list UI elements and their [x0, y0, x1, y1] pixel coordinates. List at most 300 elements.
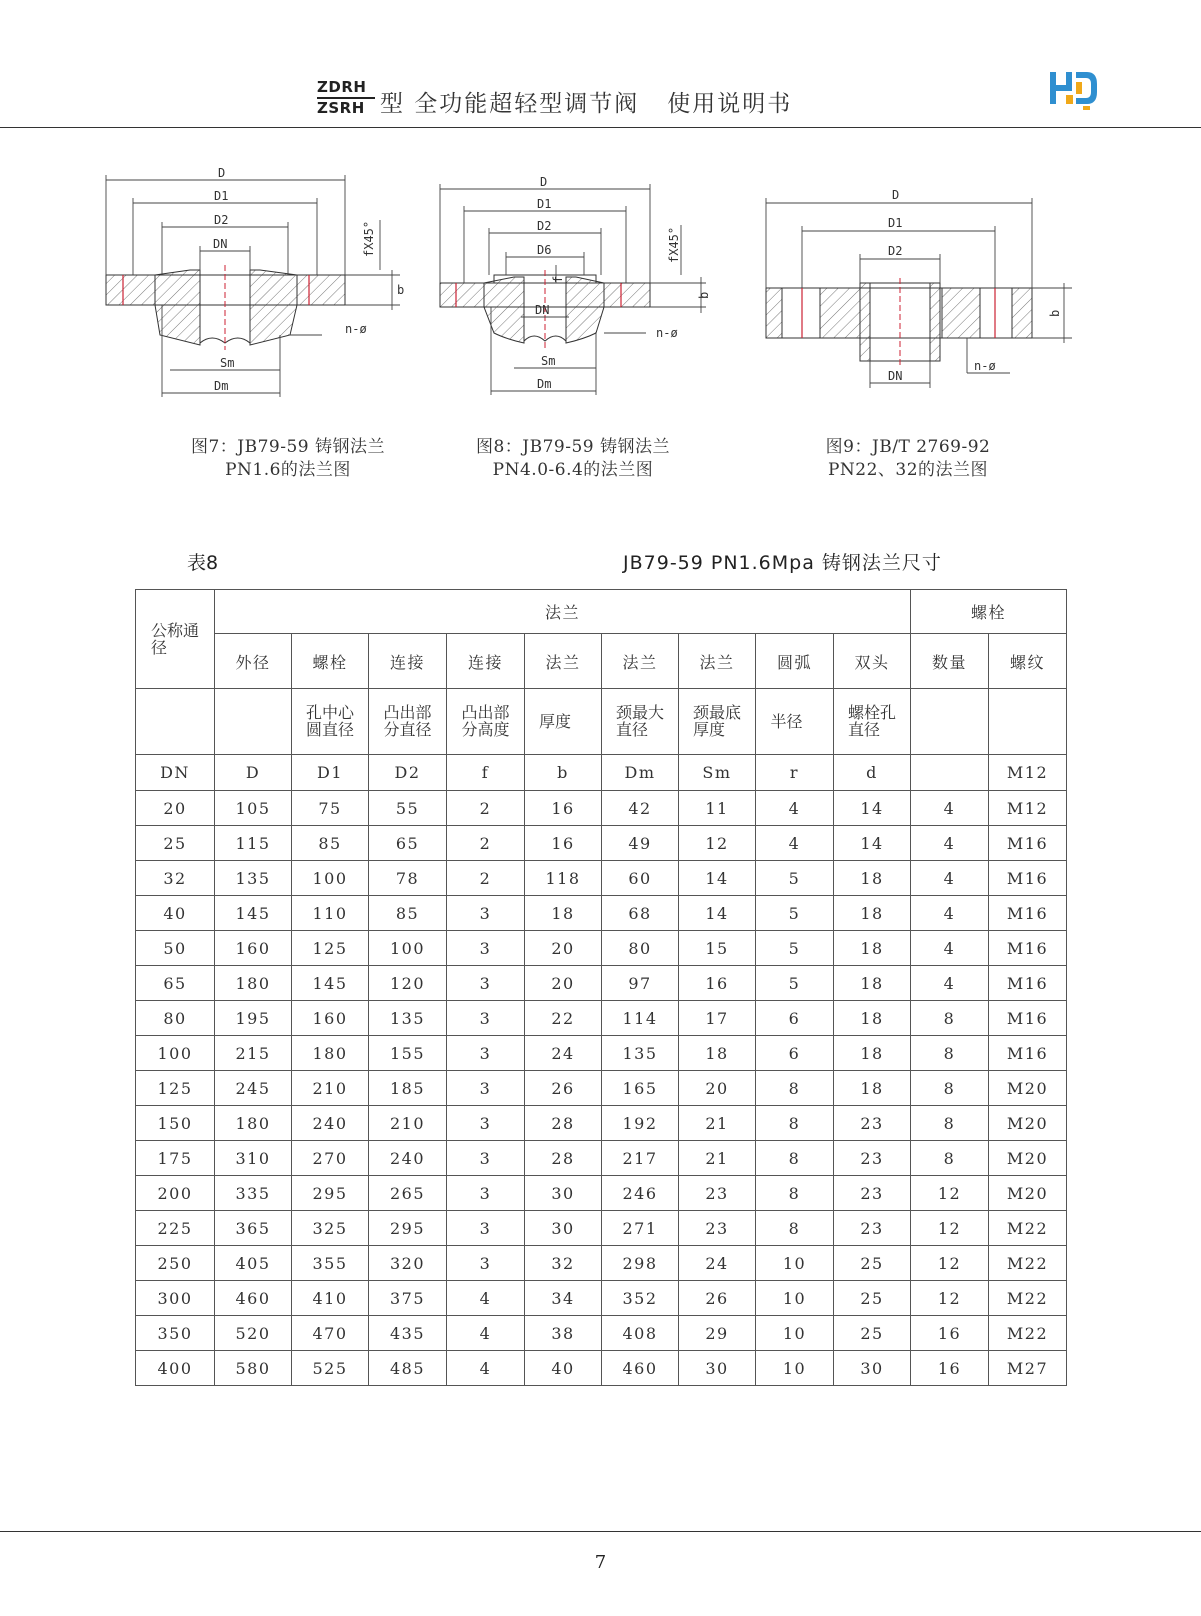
table-cell: M16 — [989, 1036, 1067, 1071]
table-cell: 10 — [756, 1246, 834, 1281]
table-cell: 20 — [679, 1071, 756, 1106]
table-row — [136, 966, 1067, 1001]
row-dn-cell: 125 — [136, 1071, 215, 1106]
table-cell: 8 — [911, 1106, 989, 1141]
table-cell: 4 — [911, 861, 989, 896]
row-dn-cell: 350 — [136, 1316, 215, 1351]
table-cell: 165 — [602, 1071, 679, 1106]
header2-cell — [447, 689, 525, 755]
table-cell: 118 — [525, 861, 602, 896]
table-cell: 352 — [602, 1281, 679, 1316]
table-cell: 42 — [602, 791, 679, 826]
table-cell: 38 — [525, 1316, 602, 1351]
table-cell: M16 — [989, 966, 1067, 1001]
table-cell: 325 — [292, 1211, 369, 1246]
table-cell: 23 — [834, 1106, 911, 1141]
table-cell: M12 — [989, 791, 1067, 826]
table-cell: 40 — [525, 1351, 602, 1386]
table-cell: 16 — [911, 1351, 989, 1386]
table-cell: 135 — [215, 861, 292, 896]
table-cell: 355 — [292, 1246, 369, 1281]
table-cell: 28 — [525, 1141, 602, 1176]
table-row — [136, 1351, 1067, 1386]
table-cell: 6 — [756, 1036, 834, 1071]
table-cell: 298 — [602, 1246, 679, 1281]
brand-code-zdrh: ZDRH — [317, 79, 375, 99]
table-cell: 80 — [602, 931, 679, 966]
fig8-dim-sm: Sm — [541, 354, 556, 368]
row-dn-cell: 65 — [136, 966, 215, 1001]
table-cell: 271 — [602, 1211, 679, 1246]
table-cell: 3 — [447, 1071, 525, 1106]
table-cell: 410 — [292, 1281, 369, 1316]
table-cell: 8 — [756, 1176, 834, 1211]
table-cell: 3 — [447, 1211, 525, 1246]
table-cell: 97 — [602, 966, 679, 1001]
fig7-dim-dm: Dm — [214, 379, 229, 393]
table-cell: 8 — [911, 1141, 989, 1176]
table-cell: 8 — [911, 1036, 989, 1071]
header1-cell: 双头 — [834, 634, 911, 689]
table-title: JB79-59 PN1.6Mpa 铸钢法兰尺寸 — [623, 552, 942, 574]
table-cell: 75 — [292, 791, 369, 826]
table-cell: 12 — [911, 1211, 989, 1246]
table-cell: 16 — [911, 1316, 989, 1351]
symbol-cell: D — [215, 755, 292, 791]
header1-cell: 法兰 — [679, 634, 756, 689]
table-cell: 3 — [447, 1246, 525, 1281]
table-cell: 135 — [369, 1001, 447, 1036]
table-cell: 49 — [602, 826, 679, 861]
table-cell: 4 — [911, 826, 989, 861]
table-cell: 18 — [834, 1001, 911, 1036]
table-group-header-row — [136, 590, 1067, 634]
row-dn-cell: 80 — [136, 1001, 215, 1036]
fig7-dim-d1: D1 — [214, 189, 229, 203]
brand-model-codes — [317, 79, 375, 117]
table-label: 表8 — [187, 552, 219, 574]
group-header-flange: 法兰 — [215, 590, 911, 634]
table-cell: 110 — [292, 896, 369, 931]
table-row — [136, 931, 1067, 966]
table-cell: 470 — [292, 1316, 369, 1351]
table-cell: 180 — [215, 1106, 292, 1141]
header2-cell-text: 孔中心圆直径 — [306, 703, 355, 739]
table-cell: 14 — [679, 896, 756, 931]
table-header-row-1 — [136, 634, 1067, 689]
table-cell: 4 — [447, 1316, 525, 1351]
table-cell: 4 — [756, 791, 834, 826]
table-cell: 4 — [447, 1351, 525, 1386]
row-dn-cell: 32 — [136, 861, 215, 896]
row-dn-cell: 20 — [136, 791, 215, 826]
table-cell: 25 — [834, 1281, 911, 1316]
table-cell: 78 — [369, 861, 447, 896]
table-row — [136, 861, 1067, 896]
table-cell: 85 — [369, 896, 447, 931]
table-cell: M22 — [989, 1246, 1067, 1281]
header2-cell — [525, 689, 602, 755]
table-cell: 5 — [756, 861, 834, 896]
row-dn-cell: 300 — [136, 1281, 215, 1316]
table-cell: 12 — [911, 1176, 989, 1211]
header2-cell — [679, 689, 756, 755]
symbol-cell: D2 — [369, 755, 447, 791]
header2-cell-text: 凸出部分直径 — [383, 703, 432, 739]
company-logo-icon — [1049, 68, 1099, 110]
table-cell: 26 — [679, 1281, 756, 1316]
fig9-dim-dn: DN — [888, 369, 903, 383]
row-dn-cell: 40 — [136, 896, 215, 931]
table-cell: 580 — [215, 1351, 292, 1386]
table-cell: 68 — [602, 896, 679, 931]
header2-cell-text: 颈最底厚度 — [693, 703, 742, 739]
table-cell: 29 — [679, 1316, 756, 1351]
corner-header-nominal-diameter — [136, 590, 215, 689]
table-cell: 2 — [447, 861, 525, 896]
table-cell: 265 — [369, 1176, 447, 1211]
table-row — [136, 1001, 1067, 1036]
corner-header-text: 公称通径 — [151, 620, 200, 657]
table-cell: M20 — [989, 1106, 1067, 1141]
table-cell: 16 — [525, 791, 602, 826]
table-cell: 145 — [215, 896, 292, 931]
fig8-dim-b: b — [697, 291, 711, 299]
fig8-dim-d6: D6 — [537, 243, 552, 257]
figure-9-drawing — [762, 183, 1092, 398]
table-cell: 4 — [447, 1281, 525, 1316]
table-cell: 18 — [525, 896, 602, 931]
table-cell: M27 — [989, 1351, 1067, 1386]
header1-cell: 螺栓 — [292, 634, 369, 689]
row-dn-cell: 100 — [136, 1036, 215, 1071]
table-cell: 180 — [215, 966, 292, 1001]
table-row — [136, 1071, 1067, 1106]
table-cell: 20 — [525, 966, 602, 1001]
table-cell: 4 — [756, 826, 834, 861]
table-cell: 65 — [369, 826, 447, 861]
footer-divider — [0, 1531, 1201, 1532]
table-cell: 3 — [447, 1106, 525, 1141]
table-cell: M22 — [989, 1211, 1067, 1246]
table-cell: 160 — [215, 931, 292, 966]
fig7-dim-holes: n-ø — [345, 322, 367, 336]
figure-9-caption — [813, 436, 1003, 482]
table-cell: M16 — [989, 1001, 1067, 1036]
fig8-dim-chamfer: fX45° — [667, 226, 681, 263]
table-cell: 18 — [834, 861, 911, 896]
table-cell: 240 — [292, 1106, 369, 1141]
table-cell: M16 — [989, 896, 1067, 931]
table-cell: 8 — [756, 1106, 834, 1141]
table-cell: 270 — [292, 1141, 369, 1176]
figure-8-drawing — [436, 175, 736, 410]
header2-cell — [989, 689, 1067, 755]
table-cell: 192 — [602, 1106, 679, 1141]
table-cell: 525 — [292, 1351, 369, 1386]
table-cell: 25 — [834, 1316, 911, 1351]
table-cell: 125 — [292, 931, 369, 966]
header2-cell — [911, 689, 989, 755]
table-cell: 30 — [525, 1176, 602, 1211]
table-cell: 215 — [215, 1036, 292, 1071]
table-cell: 246 — [602, 1176, 679, 1211]
table-cell: 4 — [911, 966, 989, 1001]
table-cell: 23 — [834, 1141, 911, 1176]
table-cell: 14 — [834, 826, 911, 861]
symbol-cell: f — [447, 755, 525, 791]
symbol-cell: d — [834, 755, 911, 791]
header2-cell — [756, 689, 834, 755]
row-dn-cell: 150 — [136, 1106, 215, 1141]
table-cell: 12 — [679, 826, 756, 861]
table-cell: 12 — [911, 1281, 989, 1316]
symbol-cell: b — [525, 755, 602, 791]
table-cell: 3 — [447, 1036, 525, 1071]
table-row — [136, 896, 1067, 931]
table-cell: 18 — [834, 1071, 911, 1106]
row-dn-cell: 225 — [136, 1211, 215, 1246]
table-cell: M16 — [989, 861, 1067, 896]
table-cell: 16 — [679, 966, 756, 1001]
table-cell: 16 — [525, 826, 602, 861]
fig8-dim-d1: D1 — [537, 197, 552, 211]
fig8-dim-d2: D2 — [537, 219, 552, 233]
fig9-dim-d1: D1 — [888, 216, 903, 230]
symbol-cell — [911, 755, 989, 791]
table-cell: 8 — [911, 1071, 989, 1106]
row-dn-cell: 400 — [136, 1351, 215, 1386]
table-row — [136, 1281, 1067, 1316]
symbol-cell: r — [756, 755, 834, 791]
table-cell: 3 — [447, 1001, 525, 1036]
fig9-dim-d: D — [892, 188, 900, 202]
table-cell: 375 — [369, 1281, 447, 1316]
table-cell: 120 — [369, 966, 447, 1001]
header2-cell — [215, 689, 292, 755]
table-cell: 145 — [292, 966, 369, 1001]
table-cell: 460 — [602, 1351, 679, 1386]
table-cell: 3 — [447, 931, 525, 966]
header2-cell-text: 凸出部分高度 — [461, 703, 510, 739]
fig7-dim-d2: D2 — [214, 213, 229, 227]
symbol-cell: Dm — [602, 755, 679, 791]
fig7-dim-sm: Sm — [220, 356, 235, 370]
table-cell: 6 — [756, 1001, 834, 1036]
table-cell: 18 — [679, 1036, 756, 1071]
table-cell: 3 — [447, 896, 525, 931]
table-cell: 24 — [679, 1246, 756, 1281]
table-cell: 310 — [215, 1141, 292, 1176]
header2-cell — [292, 689, 369, 755]
table-cell: 485 — [369, 1351, 447, 1386]
table-cell: 60 — [602, 861, 679, 896]
table-cell: 21 — [679, 1141, 756, 1176]
table-row — [136, 1176, 1067, 1211]
table-cell: 18 — [834, 896, 911, 931]
table-cell: 2 — [447, 826, 525, 861]
table-row — [136, 1246, 1067, 1281]
group-header-bolt: 螺栓 — [911, 590, 1067, 634]
table-cell: 2 — [447, 791, 525, 826]
header1-cell: 连接 — [369, 634, 447, 689]
header2-cell — [369, 689, 447, 755]
table-cell: 28 — [525, 1106, 602, 1141]
header2-cell — [602, 689, 679, 755]
table-cell: 180 — [292, 1036, 369, 1071]
figure-8-caption-line2: PN4.0-6.4的法兰图 — [492, 460, 654, 480]
table-cell: 11 — [679, 791, 756, 826]
symbol-cell: D1 — [292, 755, 369, 791]
table-row — [136, 791, 1067, 826]
table-cell: 295 — [292, 1176, 369, 1211]
table-cell: 30 — [525, 1211, 602, 1246]
table-cell: 365 — [215, 1211, 292, 1246]
fig9-dim-d2: D2 — [888, 244, 903, 258]
fig8-dim-d: D — [540, 175, 548, 189]
row-dn-cell: 175 — [136, 1141, 215, 1176]
table-cell: 18 — [834, 1036, 911, 1071]
table-cell: 34 — [525, 1281, 602, 1316]
table-cell: 105 — [215, 791, 292, 826]
table-row — [136, 1036, 1067, 1071]
table-cell: M22 — [989, 1281, 1067, 1316]
table-cell: 5 — [756, 896, 834, 931]
table-cell: 245 — [215, 1071, 292, 1106]
header1-cell: 法兰 — [602, 634, 679, 689]
table-cell: 85 — [292, 826, 369, 861]
table-row — [136, 1106, 1067, 1141]
table-cell: 14 — [834, 791, 911, 826]
header1-cell: 数量 — [911, 634, 989, 689]
header1-cell: 法兰 — [525, 634, 602, 689]
table-cell: 18 — [834, 931, 911, 966]
table-cell: 30 — [679, 1351, 756, 1386]
table-cell: 5 — [756, 931, 834, 966]
figure-8-caption-line1: 图8：JB79-59 铸钢法兰 — [475, 437, 671, 457]
header2-cell-text: 颈最大直径 — [616, 703, 665, 739]
table-cell: 135 — [602, 1036, 679, 1071]
table-cell: 8 — [756, 1211, 834, 1246]
table-cell: 114 — [602, 1001, 679, 1036]
table-cell: 4 — [911, 931, 989, 966]
table-cell: 21 — [679, 1106, 756, 1141]
table-cell: 405 — [215, 1246, 292, 1281]
table-cell: 460 — [215, 1281, 292, 1316]
table-cell: 17 — [679, 1001, 756, 1036]
table-cell: 14 — [679, 861, 756, 896]
figure-7-drawing — [100, 165, 420, 410]
table-cell: 435 — [369, 1316, 447, 1351]
table-cell: 3 — [447, 1141, 525, 1176]
header1-cell: 连接 — [447, 634, 525, 689]
table-cell: M20 — [989, 1176, 1067, 1211]
table-cell: 22 — [525, 1001, 602, 1036]
table-cell: M16 — [989, 931, 1067, 966]
row-dn-cell: 200 — [136, 1176, 215, 1211]
brand-code-zsrh: ZSRH — [317, 99, 365, 117]
table-cell: 10 — [756, 1316, 834, 1351]
table-cell: 195 — [215, 1001, 292, 1036]
fig7-dim-d: D — [218, 166, 226, 180]
table-cell: 8 — [911, 1001, 989, 1036]
fig8-dim-dm: Dm — [537, 377, 552, 391]
fig9-dim-holes: n-ø — [974, 359, 996, 373]
figure-7-caption-line2: PN1.6的法兰图 — [225, 460, 351, 480]
table-cell: 23 — [679, 1211, 756, 1246]
page-number: 7 — [594, 1552, 607, 1573]
header1-cell: 圆弧 — [756, 634, 834, 689]
table-cell: 18 — [834, 966, 911, 1001]
row-dn-cell: 50 — [136, 931, 215, 966]
table-cell: M20 — [989, 1071, 1067, 1106]
table-cell: 408 — [602, 1316, 679, 1351]
table-cell: 185 — [369, 1071, 447, 1106]
header2-cell-text: 半径 — [770, 712, 803, 731]
fig7-dim-dn: DN — [213, 237, 228, 251]
header2-cell-text: 厚度 — [539, 712, 572, 731]
table-cell: 23 — [834, 1211, 911, 1246]
table-cell: 10 — [756, 1281, 834, 1316]
table-cell: 210 — [292, 1071, 369, 1106]
table-cell: 3 — [447, 1176, 525, 1211]
table-cell: 335 — [215, 1176, 292, 1211]
table-cell: 25 — [834, 1246, 911, 1281]
table-cell: 240 — [369, 1141, 447, 1176]
table-cell: 100 — [369, 931, 447, 966]
flange-dimension-table — [135, 589, 1067, 1386]
table-cell: 155 — [369, 1036, 447, 1071]
page-header-title: 型 全功能超轻型调节阀 使用说明书 — [380, 91, 793, 117]
header1-cell: 外径 — [215, 634, 292, 689]
table-cell: 295 — [369, 1211, 447, 1246]
fig7-dim-chamfer: fX45° — [362, 220, 376, 257]
header2-cell — [834, 689, 911, 755]
table-cell: 5 — [756, 966, 834, 1001]
table-cell: 23 — [679, 1176, 756, 1211]
row-dn-cell: 25 — [136, 826, 215, 861]
table-row — [136, 1211, 1067, 1246]
header1-cell: 螺纹 — [989, 634, 1067, 689]
fig8-dim-f: f — [551, 275, 565, 283]
fig8-dim-holes: n-ø — [656, 326, 678, 340]
table-cell: 3 — [447, 966, 525, 1001]
table-cell: 217 — [602, 1141, 679, 1176]
table-row — [136, 1141, 1067, 1176]
table-row — [136, 826, 1067, 861]
figure-9-caption-line2: PN22、32的法兰图 — [827, 460, 989, 480]
table-cell: 20 — [525, 931, 602, 966]
fig7-dim-b: b — [397, 283, 405, 297]
table-cell: 10 — [756, 1351, 834, 1386]
header-divider — [0, 127, 1201, 128]
header2-empty-cell — [136, 689, 215, 755]
symbol-row — [136, 755, 1067, 791]
figure-7-caption — [183, 436, 393, 482]
table-cell: M22 — [989, 1316, 1067, 1351]
table-cell: 8 — [756, 1071, 834, 1106]
table-cell: M16 — [989, 826, 1067, 861]
table-cell: 4 — [911, 896, 989, 931]
figure-8-caption — [463, 436, 683, 482]
table-cell: 210 — [369, 1106, 447, 1141]
table-cell: 160 — [292, 1001, 369, 1036]
table-cell: 30 — [834, 1351, 911, 1386]
table-cell: 115 — [215, 826, 292, 861]
table-cell: 8 — [756, 1141, 834, 1176]
table-row — [136, 1316, 1067, 1351]
table-cell: 32 — [525, 1246, 602, 1281]
